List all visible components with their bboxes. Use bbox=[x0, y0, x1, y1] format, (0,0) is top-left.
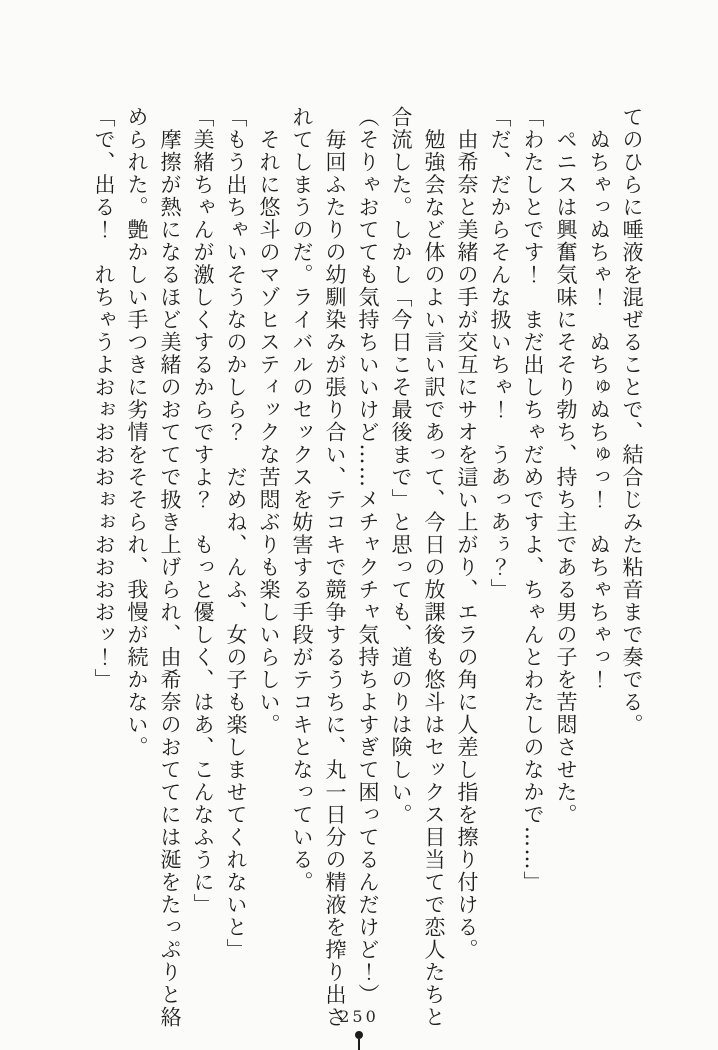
paragraph: 「わたしとです！ まだ出しちゃだめですよ、ちゃんとわたしのなかで……」 bbox=[521, 106, 545, 894]
paragraph: 「で、出る！ れちゃうよおぉおおおぉぉおおおおッ！」 bbox=[92, 106, 116, 691]
page-number: 250 bbox=[339, 1007, 379, 1026]
paragraph: ぬちゃっぬちゃ！ ぬちゅぬちゅっ！ ぬちゃちゃっ！ bbox=[587, 106, 611, 691]
page-footer bbox=[0, 1008, 718, 1050]
paragraph: ペニスは興奮気味にそそり勃ち、持ち主である男の子を苦悶させた。 bbox=[554, 106, 578, 826]
page-ornament-line bbox=[358, 1039, 360, 1050]
paragraph: 勉強会など体のよい言い訳であって、今日の放課後も悠斗はセックス目当てで恋人たちと合流した。しかし「今日こそ最後まで」と思っても、道のりは険しい。 bbox=[389, 106, 446, 1029]
paragraph: 毎回ふたりの幼馴染みが張り合い、テコキで競争するうちに、丸一日分の精液を搾り出されてしまうのだ。ライバルのセックスを妨害する手段がテコキとなっている。 bbox=[290, 106, 347, 1029]
paragraph: 摩擦が熱になるほど美緒のおててで扱き上げられ、由希奈のおててには涎をたっぷりと絡められた。艶かしい手つきに劣情をそそられ、我慢が続かない。 bbox=[125, 106, 182, 1029]
paragraph: 「美緒ちゃんが激しくするからですよ？ もっと優しく、はあ、こんなふうに」 bbox=[191, 106, 215, 916]
paragraph: 由希奈と美緒の手が交互にサオを這い上がり、エラの角に人差し指を擦り付ける。 bbox=[455, 106, 479, 961]
paragraph: 「もう出ちゃいそうなのかしら？ だめね、んふ、女の子も楽しませてくれないと」 bbox=[224, 106, 248, 961]
paragraph: それに悠斗のマゾヒスティックな苦悶ぶりも楽しいらしい。 bbox=[257, 106, 281, 736]
paragraph: （そりゃおてても気持ちいいけど……メチャクチャ気持ちよすぎて困ってるんだけど！） bbox=[356, 106, 380, 1006]
page-ornament-dot bbox=[355, 1031, 363, 1039]
page-text bbox=[80, 106, 648, 1032]
paragraph: 「だ、だからそんな扱いちゃ！ うあっあぅ？」 bbox=[488, 106, 512, 601]
paragraph: てのひらに唾液を混ぜることで、結合じみた粘音まで奏でる。 bbox=[620, 106, 644, 736]
